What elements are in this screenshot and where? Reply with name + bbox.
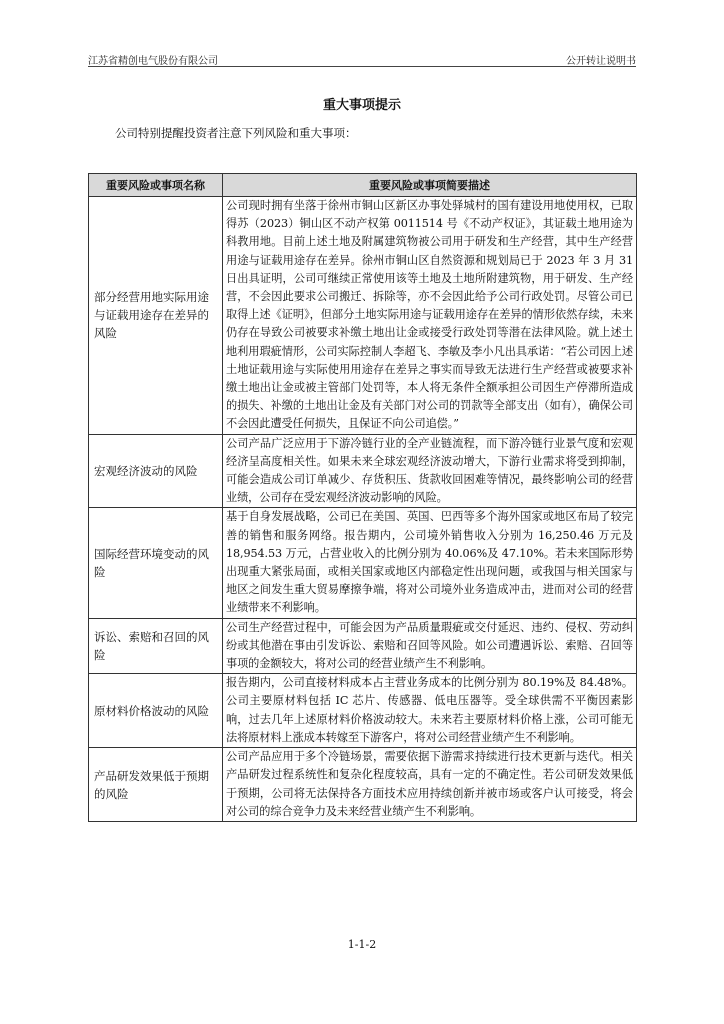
table-header-row <box>89 174 637 197</box>
company-name: 江苏省精创电气股份有限公司 <box>88 56 218 67</box>
risk-name: 部分经营用地实际用途与证载用途存在差异的风险 <box>89 197 223 435</box>
risk-description: 报告期内，公司直接材料成本占主营业务成本的比例分别为 80.19%及 84.48%。公司主要原材料包括 IC 芯片、传感器、低电压器等。受全球供需不平衡因素影响，过去几年上述原材料价格波动较大。未来若主要原材料价格上涨，公司可能无法将原材料上涨成本转嫁至下游客户，将对公司经营业绩产生不利影响。 <box>223 674 637 748</box>
intro-paragraph: 公司特别提醒投资者注意下列风险和重大事项： <box>115 126 357 140</box>
column-header-name: 重要风险或事项名称 <box>89 174 223 197</box>
page-header <box>88 50 636 67</box>
risk-description: 公司产品应用于多个冷链场景，需要依据下游需求持续进行技术更新与迭代。相关产品研发过程系统性和复杂化程度较高，具有一定的不确定性。若公司研发效果低于预期，公司将无法保持各方面技术应用持续创新并被市场或客户认可接受，将会对公司的综合竞争力及未来经营业绩产生不利影响。 <box>223 748 637 822</box>
risk-description: 公司现时拥有坐落于徐州市铜山区新区办事处驿城村的国有建设用地使用权，已取得苏（2023）铜山区不动产权第 0011514 号《不动产权证》，其证载土地用途为科教用地。目前上述土地及附属建筑物被公司用于研发和生产经营，其中生产经营用途与证载用途存在差异。徐州市铜山区自然资源和规划局已于 2023 年 3 月 31 日出具证明，公司可继续正常使用该等土地及土地所附建筑物，用于研发、生产经营，不会因此要求公司搬迁、拆除等，亦不会因此给予公司行政处罚。尽管公司已取得上述《证明》，但部分土地实际用途与证载用途存在差异的情形依然存续，未来仍存在导致公司被要求补缴土地出让金或接受行政处罚等潜在法律风险。就上述土地利用瑕疵情形，公司实际控制人李超飞、李敏及李小凡出具承诺：“若公司因上述土地证载用途与实际使用用途存在差异之事实而导致无法进行生产经营或被要求补缴土地出让金或被主管部门处罚等，本人将无条件全额承担公司因生产停滞所造成的损失、补缴的土地出让金及有关部门对公司的罚款等全部支出（如有），确保公司不会因此遭受任何损失，且保证不向公司追偿。” <box>223 197 637 435</box>
table-row <box>89 748 637 822</box>
table-row <box>89 508 637 618</box>
table-row <box>89 197 637 435</box>
table-row <box>89 434 637 508</box>
risk-description: 公司产品广泛应用于下游冷链行业的全产业链流程，而下游冷链行业景气度和宏观经济呈高度相关性。如果未来全球宏观经济波动增大，下游行业需求将受到抑制，可能会造成公司订单减少、存货积压、货款收回困难等情况，最终影响公司的经营业绩，公司存在受宏观经济波动影响的风险。 <box>223 434 637 508</box>
risk-table <box>88 173 637 822</box>
page-number: 1-1-2 <box>347 938 377 951</box>
risk-name: 诉讼、索赔和召回的风险 <box>89 618 223 674</box>
document-type: 公开转让说明书 <box>566 56 636 67</box>
risk-description: 公司生产经营过程中，可能会因为产品质量瑕疵或交付延迟、违约、侵权、劳动纠纷或其他潜在事由引发诉讼、索赔和召回等风险。如公司遭遇诉讼、索赔、召回等事项的金额较大，将对公司的经营业绩产生不利影响。 <box>223 618 637 674</box>
table-row <box>89 674 637 748</box>
risk-name: 产品研发效果低于预期的风险 <box>89 748 223 822</box>
page-title: 重大事项提示 <box>322 98 401 113</box>
risk-description: 基于自身发展战略，公司已在美国、英国、巴西等多个海外国家或地区布局了较完善的销售和服务网络。报告期内，公司境外销售收入分别为 16,250.46 万元及 18,954.53 万元，占营业收入的比例分别为 40.06%及 47.10%。若未来国际形势出现重大紧张局面，或相关国家或地区内部稳定性出现问题，或我国与相关国家与地区之间发生重大贸易摩擦争端，将对公司境外业务造成冲击，进而对公司的经营业绩带来不利影响。 <box>223 508 637 618</box>
table-row <box>89 618 637 674</box>
risk-name: 原材料价格波动的风险 <box>89 674 223 748</box>
risk-name: 宏观经济波动的风险 <box>89 434 223 508</box>
risk-name: 国际经营环境变动的风险 <box>89 508 223 618</box>
column-header-description: 重要风险或事项简要描述 <box>223 174 637 197</box>
